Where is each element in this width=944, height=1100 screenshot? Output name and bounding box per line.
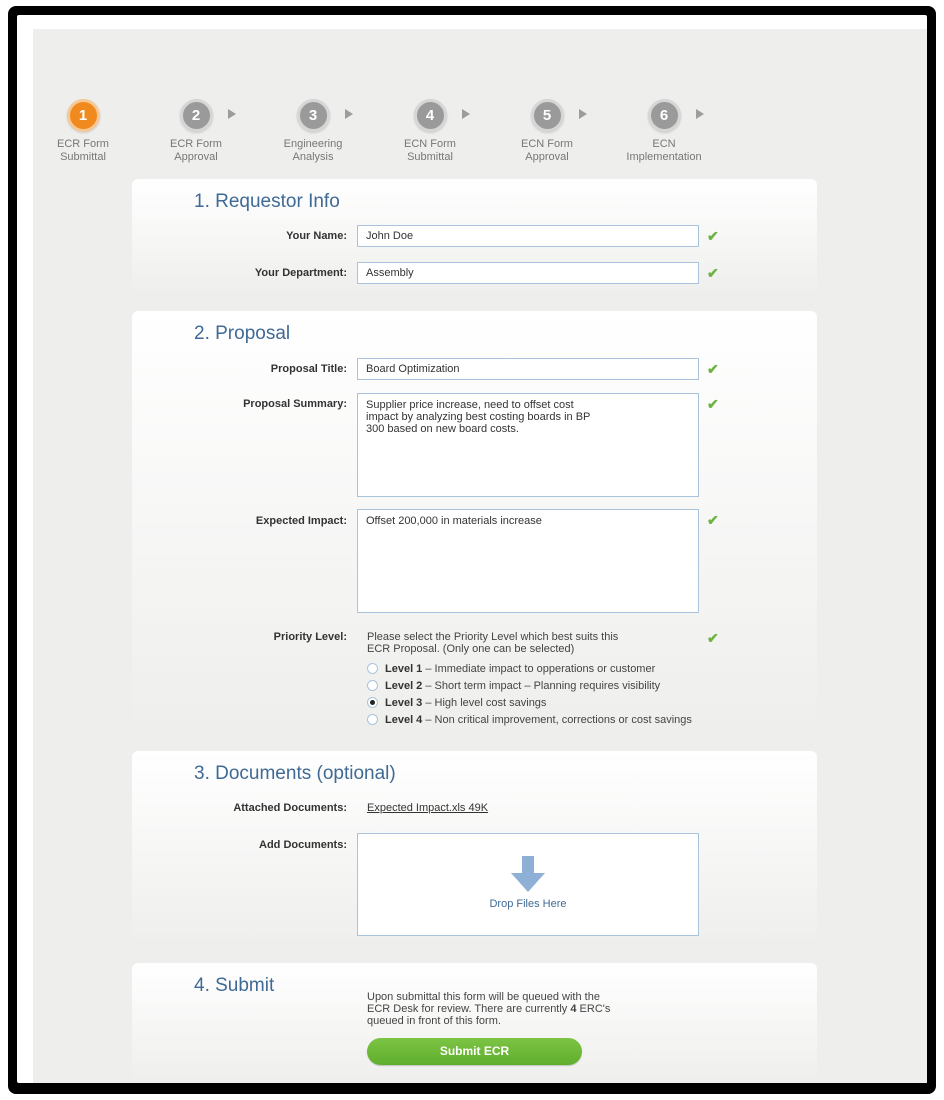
name-valid-check-icon: ✔: [707, 228, 719, 244]
expected-impact-textarea[interactable]: Offset 200,000 in materials increase: [357, 509, 699, 613]
form-canvas: [33, 29, 927, 1083]
add-documents-label: Add Documents:: [259, 839, 347, 851]
level-description: – Non critical improvement, corrections or cost savings: [422, 714, 692, 726]
submit-info-text: ECR Desk for review. There are currently: [367, 1003, 571, 1015]
proposal-title-label: Proposal Title:: [270, 363, 347, 375]
step-4-label: ECN Form Submittal: [404, 138, 456, 163]
level-description: – Short term impact – Planning requires visibility: [422, 680, 661, 692]
documents-title: 3. Documents (optional): [194, 763, 396, 784]
level-description: – High level cost savings: [422, 697, 547, 709]
step-2-number: 2: [180, 99, 213, 132]
step-6[interactable]: [614, 99, 714, 164]
submit-info-line-1: Upon submittal this form will be queued with the: [367, 991, 600, 1003]
progress-stepper: [33, 99, 927, 179]
department-field[interactable]: Assembly: [357, 262, 699, 284]
step-3-label: Engineering Analysis: [283, 138, 343, 163]
level-name: Level 2: [385, 680, 423, 692]
step-6-number: 6: [648, 99, 681, 132]
submit-panel: [132, 963, 817, 1083]
expected-impact-valid-check-icon: ✔: [707, 512, 719, 528]
submit-info-line-3: queued in front of this form.: [367, 1015, 501, 1027]
step-1-number: 1: [67, 99, 100, 132]
attached-documents-label: Attached Documents:: [233, 802, 347, 814]
window-frame: [8, 6, 936, 1094]
priority-option-level-3[interactable]: [367, 697, 546, 711]
priority-option-level-2[interactable]: [367, 680, 660, 694]
documents-panel: [132, 751, 817, 949]
name-label: Your Name:: [286, 230, 347, 242]
radio-button[interactable]: [367, 663, 378, 674]
radio-button-selected[interactable]: [367, 697, 378, 708]
file-dropzone[interactable]: [357, 833, 699, 936]
requestor-title: 1. Requestor Info: [194, 191, 340, 212]
attached-file-link[interactable]: Expected Impact.xls 49K: [367, 802, 489, 814]
submit-info-text: ERC's: [576, 1003, 611, 1015]
step-1-label: ECR Form Submittal: [57, 138, 109, 163]
expected-impact-label: Expected Impact:: [255, 515, 347, 527]
step-6-label: ECN Implementation: [626, 138, 702, 163]
radio-button[interactable]: [367, 680, 378, 691]
priority-level-label: Priority Level:: [273, 631, 347, 643]
priority-prompt-line-2: ECR Proposal. (Only one can be selected): [367, 643, 575, 655]
step-5[interactable]: [497, 99, 597, 164]
step-4-number: 4: [414, 99, 447, 132]
level-name: Level 4: [385, 714, 423, 726]
proposal-title: 2. Proposal: [194, 323, 291, 344]
proposal-summary-label: Proposal Summary:: [243, 398, 347, 410]
proposal-summary-valid-check-icon: ✔: [707, 396, 719, 412]
requestor-panel: [132, 179, 817, 297]
drop-files-text: Drop Files Here: [489, 898, 567, 910]
priority-option-level-1[interactable]: [367, 663, 655, 677]
step-1[interactable]: [33, 99, 133, 164]
window-inner: [17, 15, 927, 1083]
submit-title: 4. Submit: [194, 975, 275, 996]
step-2[interactable]: [146, 99, 246, 164]
step-3[interactable]: [263, 99, 363, 164]
proposal-title-valid-check-icon: ✔: [707, 361, 719, 377]
step-2-label: ECR Form Approval: [170, 138, 222, 163]
priority-valid-check-icon: ✔: [707, 630, 719, 646]
step-5-number: 5: [531, 99, 564, 132]
step-3-number: 3: [297, 99, 330, 132]
priority-option-level-4[interactable]: [367, 714, 692, 728]
proposal-summary-textarea[interactable]: Supplier price increase, need to offset cost impact by analyzing best costing boards in BP 300 based on new board costs.: [357, 393, 699, 497]
level-name: Level 3: [385, 697, 423, 709]
submit-info-line-2: [367, 1003, 610, 1015]
step-4[interactable]: [380, 99, 480, 164]
proposal-panel: [132, 311, 817, 735]
radio-button[interactable]: [367, 714, 378, 725]
name-field[interactable]: John Doe: [357, 225, 699, 247]
submit-ecr-button[interactable]: Submit ECR: [367, 1038, 582, 1065]
step-5-label: ECN Form Approval: [521, 138, 573, 163]
priority-prompt-line-1: Please select the Priority Level which best suits this: [367, 631, 619, 643]
level-name: Level 1: [385, 663, 423, 675]
department-label: Your Department:: [254, 267, 347, 279]
department-valid-check-icon: ✔: [707, 265, 719, 281]
download-arrow-icon: [511, 856, 545, 892]
queue-count: 4: [570, 1003, 577, 1015]
proposal-title-field[interactable]: Board Optimization: [357, 358, 699, 380]
level-description: – Immediate impact to opperations or customer: [422, 663, 656, 675]
